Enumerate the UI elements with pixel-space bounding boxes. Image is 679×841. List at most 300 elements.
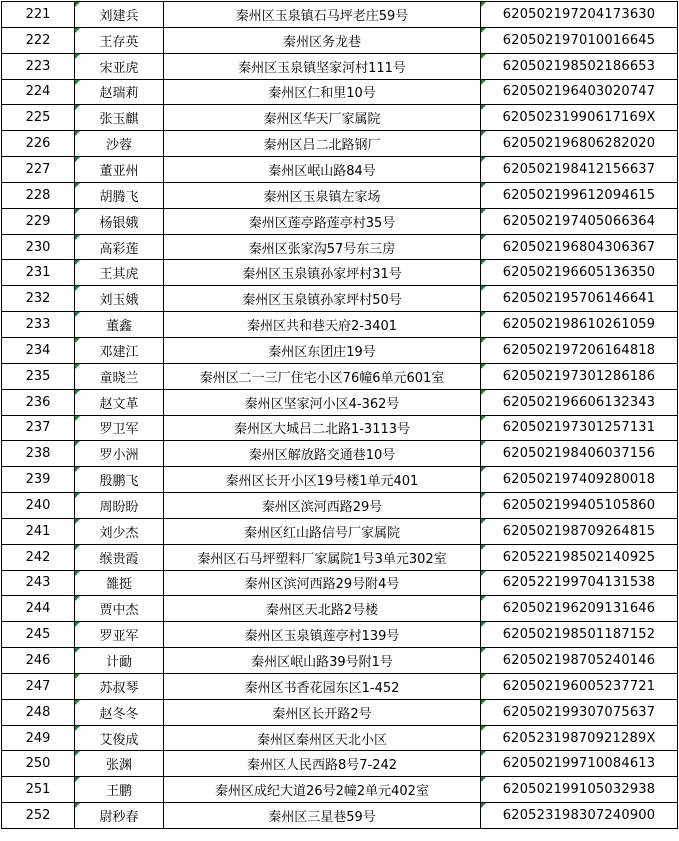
- cell-marker-icon: [481, 80, 486, 85]
- name-cell[interactable]: [75, 777, 164, 803]
- row-number-cell-text: 239: [25, 472, 51, 488]
- address-cell[interactable]: [164, 337, 481, 363]
- name-cell[interactable]: [75, 157, 164, 183]
- row-number-cell[interactable]: [2, 518, 75, 544]
- address-cell-text: 秦州区东团庄19号: [268, 344, 376, 360]
- cell-marker-icon: [75, 131, 80, 136]
- name-cell-text: 尉秒春: [99, 810, 139, 826]
- address-cell-text: 秦州区成纪大道26号2幢2单元402室: [215, 784, 429, 800]
- cell-marker-icon: [481, 467, 486, 472]
- name-cell[interactable]: [75, 518, 164, 544]
- row-number-cell-text: 246: [25, 653, 51, 669]
- table-row: [2, 596, 678, 622]
- id-number-cell[interactable]: [481, 415, 678, 441]
- address-cell[interactable]: [164, 648, 481, 674]
- table-row: [2, 777, 678, 803]
- cell-marker-icon: [481, 674, 486, 679]
- address-cell[interactable]: [164, 131, 481, 157]
- cell-marker-icon: [481, 364, 486, 369]
- address-cell[interactable]: [164, 389, 481, 415]
- cell-marker-icon: [481, 596, 486, 601]
- cell-marker-icon: [75, 777, 80, 782]
- cell-marker-icon: [75, 54, 80, 59]
- id-number-cell[interactable]: [481, 157, 678, 183]
- row-number-cell-text: 243: [25, 575, 51, 591]
- address-cell-text: 秦州区吕二北路钢厂: [263, 138, 381, 154]
- address-cell-text: 秦州区天北路2号楼: [265, 603, 379, 619]
- row-number-cell[interactable]: [2, 544, 75, 570]
- address-cell[interactable]: [164, 751, 481, 777]
- cell-marker-icon: [75, 312, 80, 317]
- address-cell-text: 秦州区共和巷天府2-3401: [246, 319, 398, 335]
- id-number-cell-text: 620502199307075637: [502, 704, 656, 720]
- name-cell[interactable]: [75, 648, 164, 674]
- data-table: [1, 1, 678, 829]
- name-cell[interactable]: [75, 182, 164, 208]
- row-number-cell[interactable]: [2, 337, 75, 363]
- id-number-cell-text: 620502199405105860: [502, 497, 656, 513]
- name-cell[interactable]: [75, 260, 164, 286]
- table-row: [2, 751, 678, 777]
- address-cell[interactable]: [164, 182, 481, 208]
- address-cell[interactable]: [164, 777, 481, 803]
- name-cell-text: 王存英: [99, 34, 139, 50]
- id-number-cell-text: 620502196806282020: [502, 136, 656, 152]
- table-row: [2, 725, 678, 751]
- address-cell[interactable]: [164, 622, 481, 648]
- name-cell[interactable]: [75, 467, 164, 493]
- cell-marker-icon: [75, 726, 80, 731]
- id-number-cell[interactable]: [481, 673, 678, 699]
- row-number-cell-text: 234: [25, 342, 51, 358]
- address-cell[interactable]: [164, 570, 481, 596]
- table-row: [2, 312, 678, 338]
- id-number-cell-text: 620502197409280018: [502, 472, 656, 488]
- name-cell-text: 殷鹏飞: [99, 474, 139, 490]
- cell-marker-icon: [75, 803, 80, 808]
- row-number-cell[interactable]: [2, 803, 75, 829]
- address-cell[interactable]: [164, 234, 481, 260]
- id-number-cell[interactable]: [481, 79, 678, 105]
- name-cell[interactable]: [75, 2, 164, 28]
- row-number-cell[interactable]: [2, 234, 75, 260]
- id-number-cell[interactable]: [481, 467, 678, 493]
- table-row: [2, 234, 678, 260]
- row-number-cell-text: 227: [25, 161, 51, 177]
- address-cell[interactable]: [164, 157, 481, 183]
- address-cell-text: 秦州区仁和里10号: [268, 86, 376, 102]
- address-cell-text: 秦州区滨河西路29号: [261, 499, 383, 515]
- table-row: [2, 803, 678, 829]
- id-number-cell[interactable]: [481, 648, 678, 674]
- id-number-cell[interactable]: [481, 131, 678, 157]
- cell-marker-icon: [481, 441, 486, 446]
- id-number-cell[interactable]: [481, 286, 678, 312]
- address-cell-text: 秦州区玉泉镇孙家坪村31号: [242, 267, 402, 283]
- table-body: [2, 2, 678, 829]
- address-cell-text: 秦州区玉泉镇莲亭村139号: [244, 629, 400, 645]
- cell-marker-icon: [481, 2, 486, 7]
- row-number-cell[interactable]: [2, 596, 75, 622]
- row-number-cell[interactable]: [2, 260, 75, 286]
- row-number-cell[interactable]: [2, 673, 75, 699]
- row-number-cell-text: 240: [25, 497, 51, 513]
- id-number-cell[interactable]: [481, 441, 678, 467]
- cell-marker-icon: [481, 28, 486, 33]
- cell-marker-icon: [75, 2, 80, 7]
- cell-marker-icon: [75, 622, 80, 627]
- address-cell[interactable]: [164, 415, 481, 441]
- name-cell[interactable]: [75, 363, 164, 389]
- name-cell-text: 杨银娥: [99, 215, 139, 231]
- name-cell-text: 计勔: [105, 655, 132, 671]
- cell-marker-icon: [75, 493, 80, 498]
- id-number-cell-text: 620502199710084613: [502, 756, 656, 772]
- name-cell-text: 赵瑞莉: [99, 86, 139, 102]
- row-number-cell[interactable]: [2, 570, 75, 596]
- id-number-cell-text: 620523198307240900: [502, 808, 656, 824]
- row-number-cell[interactable]: [2, 312, 75, 338]
- cell-marker-icon: [481, 390, 486, 395]
- id-number-cell-text: 620502196804306367: [502, 239, 656, 255]
- name-cell[interactable]: [75, 751, 164, 777]
- row-number-cell[interactable]: [2, 105, 75, 131]
- name-cell[interactable]: [75, 337, 164, 363]
- cell-marker-icon: [481, 777, 486, 782]
- table-row: [2, 389, 678, 415]
- address-cell[interactable]: [164, 27, 481, 53]
- table-row: [2, 105, 678, 131]
- id-number-cell[interactable]: [481, 803, 678, 829]
- cell-marker-icon: [481, 54, 486, 59]
- row-number-cell[interactable]: [2, 648, 75, 674]
- name-cell[interactable]: [75, 570, 164, 596]
- cell-marker-icon: [481, 312, 486, 317]
- row-number-cell[interactable]: [2, 79, 75, 105]
- id-number-cell[interactable]: [481, 544, 678, 570]
- cell-marker-icon: [481, 726, 486, 731]
- address-cell-text: 秦州区务龙巷: [282, 34, 361, 50]
- address-cell-text: 秦州区人民西路8号7-242: [246, 758, 398, 774]
- cell-marker-icon: [481, 157, 486, 162]
- cell-marker-icon: [75, 286, 80, 291]
- table-row: [2, 157, 678, 183]
- cell-marker-icon: [481, 519, 486, 524]
- id-number-cell[interactable]: [481, 725, 678, 751]
- row-number-cell-text: 251: [25, 782, 51, 798]
- name-cell[interactable]: [75, 53, 164, 79]
- cell-marker-icon: [75, 467, 80, 472]
- name-cell[interactable]: [75, 389, 164, 415]
- cell-marker-icon: [75, 519, 80, 524]
- name-cell-text: 王鹏: [105, 784, 132, 800]
- cell-marker-icon: [481, 286, 486, 291]
- name-cell[interactable]: [75, 441, 164, 467]
- table-row: [2, 673, 678, 699]
- cell-marker-icon: [75, 571, 80, 576]
- cell-marker-icon: [75, 157, 80, 162]
- row-number-cell[interactable]: [2, 27, 75, 53]
- row-number-cell[interactable]: [2, 2, 75, 28]
- row-number-cell-text: 223: [25, 58, 51, 74]
- row-number-cell[interactable]: [2, 389, 75, 415]
- address-cell-text: 秦州区玉泉镇左家场: [263, 189, 381, 205]
- address-cell[interactable]: [164, 493, 481, 519]
- table-row: [2, 337, 678, 363]
- id-number-cell[interactable]: [481, 260, 678, 286]
- table-row: [2, 699, 678, 725]
- name-cell-text: 胡腾飞: [99, 189, 139, 205]
- id-number-cell[interactable]: [481, 596, 678, 622]
- address-cell[interactable]: [164, 105, 481, 131]
- id-number-cell[interactable]: [481, 234, 678, 260]
- address-cell-text: 秦州区玉泉镇孙家坪村50号: [242, 293, 402, 309]
- id-number-cell-text: 620502198502186653: [502, 58, 656, 74]
- row-number-cell[interactable]: [2, 493, 75, 519]
- row-number-cell-text: 252: [25, 808, 51, 824]
- name-cell-text: 刘建兵: [99, 8, 139, 24]
- name-cell-text: 周盼盼: [99, 499, 139, 515]
- id-number-cell-text: 62052319870921289X: [502, 730, 656, 746]
- id-number-cell[interactable]: [481, 777, 678, 803]
- table-row: [2, 182, 678, 208]
- table-row: [2, 518, 678, 544]
- cell-marker-icon: [75, 28, 80, 33]
- row-number-cell-text: 248: [25, 704, 51, 720]
- row-number-cell[interactable]: [2, 363, 75, 389]
- id-number-cell[interactable]: [481, 182, 678, 208]
- id-number-cell[interactable]: [481, 312, 678, 338]
- name-cell-text: 罗卫军: [99, 422, 139, 438]
- table-row: [2, 415, 678, 441]
- id-number-cell-text: 620502197204173630: [502, 6, 656, 22]
- address-cell-text: 秦州区长开小区19号楼1单元401: [225, 474, 419, 490]
- id-number-cell-text: 620502196209131646: [502, 601, 656, 617]
- address-cell-text: 秦州区玉泉镇坚家河村111号: [238, 60, 406, 76]
- row-number-cell[interactable]: [2, 182, 75, 208]
- name-cell[interactable]: [75, 699, 164, 725]
- cell-marker-icon: [75, 364, 80, 369]
- name-cell[interactable]: [75, 544, 164, 570]
- name-cell[interactable]: [75, 415, 164, 441]
- id-number-cell[interactable]: [481, 337, 678, 363]
- address-cell-text: 秦州区岷山路39号附1号: [251, 655, 393, 671]
- cell-marker-icon: [481, 416, 486, 421]
- id-number-cell[interactable]: [481, 751, 678, 777]
- cell-marker-icon: [481, 700, 486, 705]
- address-cell-text: 秦州区华天厂家属院: [263, 112, 381, 128]
- row-number-cell[interactable]: [2, 777, 75, 803]
- address-cell[interactable]: [164, 596, 481, 622]
- row-number-cell[interactable]: [2, 286, 75, 312]
- name-cell-text: 高彩莲: [99, 241, 139, 257]
- row-number-cell-text: 225: [25, 110, 51, 126]
- table-row: [2, 208, 678, 234]
- cell-marker-icon: [481, 622, 486, 627]
- cell-marker-icon: [481, 571, 486, 576]
- id-number-cell[interactable]: [481, 389, 678, 415]
- row-number-cell-text: 235: [25, 368, 51, 384]
- id-number-cell[interactable]: [481, 208, 678, 234]
- name-cell-text: 董鑫: [105, 319, 132, 335]
- row-number-cell-text: 247: [25, 678, 51, 694]
- name-cell-text: 邓建江: [99, 344, 139, 360]
- name-cell[interactable]: [75, 234, 164, 260]
- name-cell[interactable]: [75, 105, 164, 131]
- name-cell[interactable]: [75, 803, 164, 829]
- row-number-cell-text: 226: [25, 136, 51, 152]
- name-cell[interactable]: [75, 208, 164, 234]
- address-cell[interactable]: [164, 699, 481, 725]
- id-number-cell-text: 620502198412156637: [502, 161, 656, 177]
- row-number-cell[interactable]: [2, 157, 75, 183]
- id-number-cell[interactable]: [481, 518, 678, 544]
- row-number-cell[interactable]: [2, 415, 75, 441]
- address-cell-text: 秦州区二一三厂住宅小区76幢6单元601室: [199, 370, 445, 386]
- address-cell[interactable]: [164, 260, 481, 286]
- address-cell[interactable]: [164, 53, 481, 79]
- row-number-cell[interactable]: [2, 441, 75, 467]
- cell-marker-icon: [75, 416, 80, 421]
- table-row: [2, 363, 678, 389]
- address-cell[interactable]: [164, 467, 481, 493]
- cell-marker-icon: [481, 493, 486, 498]
- row-number-cell[interactable]: [2, 699, 75, 725]
- name-cell-text: 刘玉娥: [99, 293, 139, 309]
- name-cell-text: 沙蓉: [105, 138, 132, 154]
- table-row: [2, 79, 678, 105]
- address-cell[interactable]: [164, 673, 481, 699]
- address-cell-text: 秦州区张家沟57号东三房: [248, 241, 396, 257]
- address-cell[interactable]: [164, 2, 481, 28]
- address-cell[interactable]: [164, 544, 481, 570]
- row-number-cell[interactable]: [2, 751, 75, 777]
- name-cell-text: 董亚州: [99, 163, 139, 179]
- name-cell-text: 赵文革: [99, 396, 139, 412]
- address-cell-text: 秦州区解放路交通巷10号: [248, 448, 396, 464]
- id-number-cell[interactable]: [481, 699, 678, 725]
- row-number-cell[interactable]: [2, 725, 75, 751]
- name-cell[interactable]: [75, 131, 164, 157]
- table-row: [2, 570, 678, 596]
- row-number-cell-text: 249: [25, 730, 51, 746]
- table-row: [2, 441, 678, 467]
- id-number-cell-text: 620502198406037156: [502, 446, 656, 462]
- cell-marker-icon: [75, 338, 80, 343]
- name-cell[interactable]: [75, 286, 164, 312]
- name-cell[interactable]: [75, 725, 164, 751]
- id-number-cell[interactable]: [481, 622, 678, 648]
- id-number-cell-text: 620502196606132343: [502, 394, 656, 410]
- table-row: [2, 2, 678, 28]
- cell-marker-icon: [481, 209, 486, 214]
- row-number-cell-text: 242: [25, 549, 51, 565]
- name-cell[interactable]: [75, 27, 164, 53]
- address-cell-text: 秦州区莲亭路莲亭村35号: [248, 215, 396, 231]
- cell-marker-icon: [481, 183, 486, 188]
- name-cell[interactable]: [75, 79, 164, 105]
- id-number-cell-text: 620502199105032938: [502, 782, 656, 798]
- id-number-cell[interactable]: [481, 493, 678, 519]
- name-cell-text: 赵冬冬: [99, 706, 139, 722]
- address-cell-text: 秦州区滨河西路29号附4号: [244, 577, 400, 593]
- name-cell[interactable]: [75, 596, 164, 622]
- name-cell[interactable]: [75, 622, 164, 648]
- id-number-cell[interactable]: [481, 105, 678, 131]
- table-row: [2, 648, 678, 674]
- cell-marker-icon: [75, 183, 80, 188]
- table-row: [2, 260, 678, 286]
- row-number-cell-text: 250: [25, 756, 51, 772]
- row-number-cell-text: 228: [25, 187, 51, 203]
- id-number-cell[interactable]: [481, 363, 678, 389]
- name-cell[interactable]: [75, 493, 164, 519]
- row-number-cell[interactable]: [2, 53, 75, 79]
- address-cell-text: 秦州区三星巷59号: [268, 810, 376, 826]
- cell-marker-icon: [75, 260, 80, 265]
- id-number-cell-text: 620502197301257131: [502, 420, 656, 436]
- id-number-cell-text: 620522199704131538: [502, 575, 656, 591]
- table-row: [2, 27, 678, 53]
- cell-marker-icon: [481, 131, 486, 136]
- row-number-cell[interactable]: [2, 622, 75, 648]
- id-number-cell[interactable]: [481, 2, 678, 28]
- name-cell-text: 贾中杰: [99, 603, 139, 619]
- name-cell[interactable]: [75, 312, 164, 338]
- address-cell[interactable]: [164, 441, 481, 467]
- cell-marker-icon: [75, 441, 80, 446]
- id-number-cell-text: 620502198501187152: [502, 627, 656, 643]
- row-number-cell-text: 245: [25, 627, 51, 643]
- address-cell[interactable]: [164, 363, 481, 389]
- cell-marker-icon: [75, 648, 80, 653]
- address-cell-text: 秦州区岷山路84号: [268, 163, 376, 179]
- id-number-cell-text: 62050231990617169X: [502, 110, 656, 126]
- id-number-cell-text: 620502198705240146: [502, 653, 656, 669]
- row-number-cell[interactable]: [2, 131, 75, 157]
- address-cell[interactable]: [164, 803, 481, 829]
- id-number-cell-text: 620502196005237721: [502, 678, 656, 694]
- row-number-cell-text: 237: [25, 420, 51, 436]
- address-cell[interactable]: [164, 208, 481, 234]
- name-cell-text: 罗亚军: [99, 629, 139, 645]
- address-cell[interactable]: [164, 518, 481, 544]
- id-number-cell[interactable]: [481, 570, 678, 596]
- row-number-cell-text: 241: [25, 523, 51, 539]
- row-number-cell[interactable]: [2, 208, 75, 234]
- id-number-cell[interactable]: [481, 27, 678, 53]
- cell-marker-icon: [481, 260, 486, 265]
- cell-marker-icon: [481, 751, 486, 756]
- cell-marker-icon: [75, 700, 80, 705]
- address-cell[interactable]: [164, 286, 481, 312]
- address-cell[interactable]: [164, 725, 481, 751]
- row-number-cell-text: 229: [25, 213, 51, 229]
- address-cell[interactable]: [164, 79, 481, 105]
- cell-marker-icon: [75, 80, 80, 85]
- address-cell-text: 秦州区长开路2号: [272, 706, 372, 722]
- address-cell[interactable]: [164, 312, 481, 338]
- table-row: [2, 286, 678, 312]
- row-number-cell-text: 232: [25, 291, 51, 307]
- name-cell-text: 张渊: [105, 758, 132, 774]
- cell-marker-icon: [75, 596, 80, 601]
- id-number-cell-text: 620502197405066364: [502, 213, 656, 229]
- id-number-cell[interactable]: [481, 53, 678, 79]
- name-cell[interactable]: [75, 673, 164, 699]
- cell-marker-icon: [75, 674, 80, 679]
- row-number-cell[interactable]: [2, 467, 75, 493]
